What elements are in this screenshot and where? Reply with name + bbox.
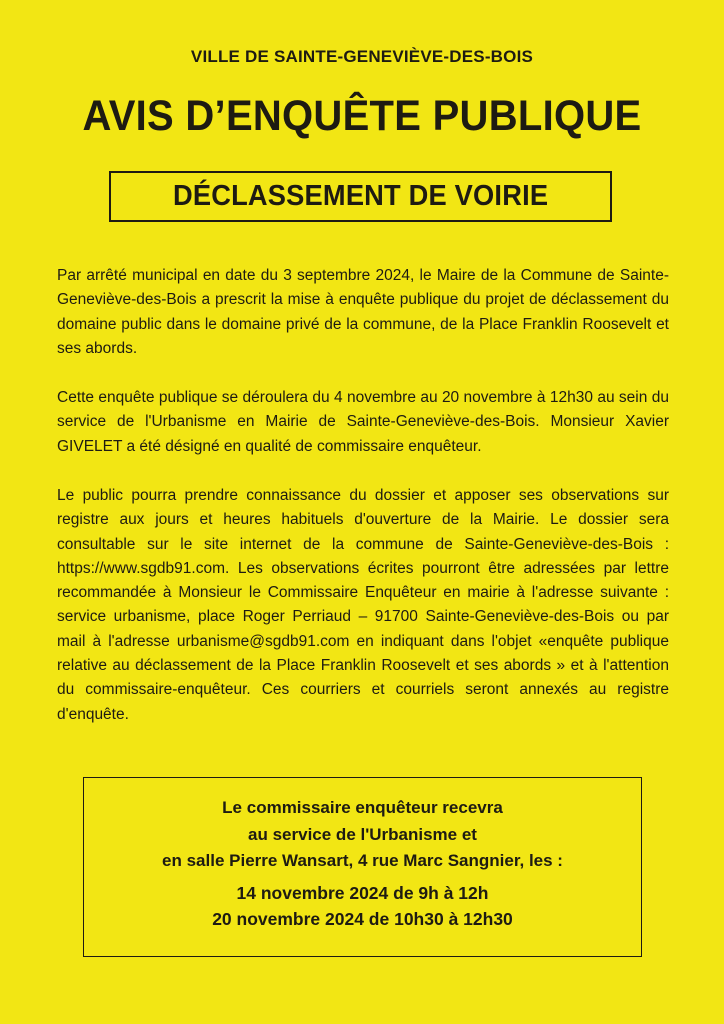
permanence-date-1: 14 novembre 2024 de 9h à 12h (236, 883, 489, 903)
paragraph-decree: Par arrêté municipal en date du 3 septembre 2024, le Maire de la Commune de Sainte-Geneviève-des-Bois a prescrit la mise à enquête publique du projet de déclassement du domaine public dans le domaine privé de la commune, de la Place Franklin Roosevelt et ses abords. (57, 267, 669, 357)
permanence-dates (83, 880, 642, 932)
subtitle: DÉCLASSEMENT DE VOIRIE (172, 180, 549, 212)
paragraph-public-consultation: Le public pourra prendre connaissance du dossier et apposer ses observations sur registre aux jours et heures habituels d'ouverture de la Mairie. Le dossier sera consultable sur le site internet de la commune de Sainte-Geneviève-des-Bois : https://www.sgdb91.com. Les observations écrites pourront être adressées par lettre recommandée à Monsieur le Commissaire Enquêteur en mairie à l'adresse suivante : service urbanisme, place Roger Perriaud – 91700 Sainte-Geneviève-des-Bois ou par mail à l'adresse urbanisme@sgdb91.com en indiquant dans l'objet «enquête publique relative au déclassement de la Place Franklin Roosevelt et ses abords » et à l'attention du commissaire-enquêteur. Ces courriers et courriels seront annexés au registre d'enquête. (57, 487, 669, 723)
subtitle-box (109, 171, 612, 222)
permanence-line-1: Le commissaire enquêteur recevra (222, 798, 503, 817)
paragraph-inquiry-dates: Cette enquête publique se déroulera du 4 novembre au 20 novembre à 12h30 au sein du service de l'Urbanisme en Mairie de Sainte-Geneviève-des-Bois. Monsieur Xavier GIVELET a été désigné en qualité de commissaire enquêteur. (57, 389, 669, 455)
page-title: AVIS D’ENQUÊTE PUBLIQUE (82, 92, 642, 140)
permanence-date-2: 20 novembre 2024 de 10h30 à 12h30 (212, 909, 513, 929)
permanence-line-2: au service de l'Urbanisme et (248, 824, 477, 844)
city-name: VILLE DE SAINTE-GENEVIÈVE-DES-BOIS (190, 47, 534, 66)
permanence-intro (83, 795, 642, 875)
permanence-line-3: en salle Pierre Wansart, 4 rue Marc Sangnier, les : (162, 851, 563, 870)
